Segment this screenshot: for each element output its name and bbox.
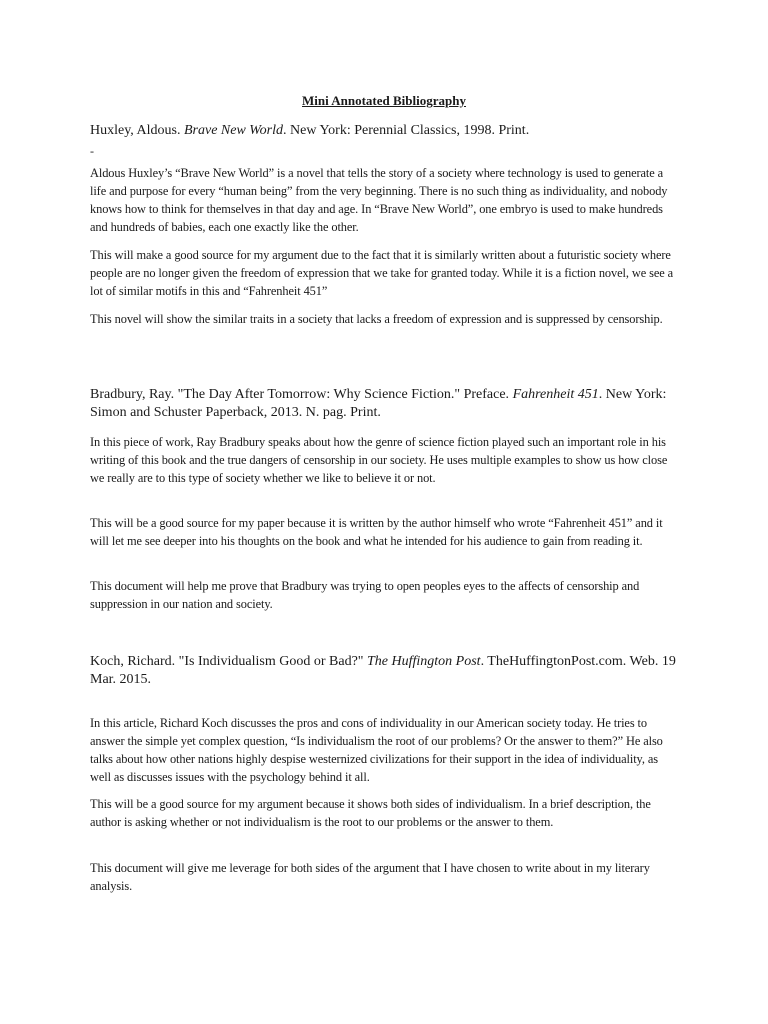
evaluation-paragraph: This will make a good source for my argument due to the fact that it is similarly written about a futuristic society where people are no longer given the freedom of expression that we take for granted today. While it is a fiction novel, we see a lot of similar motifs in this and “Fahrenheit 451” xyxy=(90,248,674,298)
citation-publication: . TheHuffingtonPost.com. Web. 19 Mar. 2015. xyxy=(90,654,676,687)
summary-paragraph: Aldous Huxley’s “Brave New World” is a novel that tells the story of a society where technology is used to generate a life and purpose for every “human being” from the very beginning. There is no such thing as individuality, and nobody knows how to think for themselves in that day and age. In “Brave New World”, one embryo is used to make hundreds and hundreds of babies, each one exactly like the other. xyxy=(90,166,668,234)
citation-bradbury xyxy=(90,386,690,422)
citation-author-title: Koch, Richard. "Is Individualism Good or Bad?" xyxy=(90,654,367,669)
citation-work-title: Fahrenheit 451 xyxy=(512,387,599,402)
summary-paragraph: In this piece of work, Ray Bradbury speaks about how the genre of science fiction played such an important role in his writing of this book and the true dangers of censorship in our society. He uses multiple examples to show us how close we really are to this type of society whether we like to believe it or not. xyxy=(90,435,668,485)
use-paragraph: This novel will show the similar traits in a society that lacks a freedom of expression and is suppressed by censorship. xyxy=(90,312,663,326)
page-title: Mini Annotated Bibliography xyxy=(302,93,466,108)
citation-work-title: Brave New World xyxy=(183,123,284,138)
dash-mark: - xyxy=(90,144,94,158)
citation-publication: . New York: Perennial Classics, 1998. Print. xyxy=(283,123,530,138)
evaluation-paragraph: This will be a good source for my paper because it is written by the author himself who wrote “Fahrenheit 451” and it will let me see deeper into his thoughts on the book and what he intended for his audience to gain from reading it. xyxy=(90,516,663,548)
evaluation-paragraph: This will be a good source for my argument because it shows both sides of individualism. In a brief description, the author is asking whether or not individualism is the root to our problems or the answer to them. xyxy=(90,797,651,829)
citation-author-title: Bradbury, Ray. "The Day After Tomorrow: Why Science Fiction." Preface. xyxy=(90,387,513,402)
citation-author-title: Huxley, Aldous. xyxy=(90,123,184,138)
citation-huxley xyxy=(90,122,690,140)
summary-paragraph: In this article, Richard Koch discusses the pros and cons of individuality in our American society today. He tries to answer the simple yet complex question, “Is individualism the root of our problems? Or the answer to them?” He also talks about how other nations highly despise westernized civilizations for their support in the idea of individuality, as well as discusses issues with the psychology behind it all. xyxy=(90,716,663,784)
use-paragraph: This document will give me leverage for both sides of the argument that I have chosen to write about in my literary analysis. xyxy=(90,861,650,893)
citation-publication: . New York: Simon and Schuster Paperback, 2013. N. pag. Print. xyxy=(90,387,667,420)
citation-work-title: The Huffington Post xyxy=(367,654,481,669)
citation-koch xyxy=(90,653,690,689)
use-paragraph: This document will help me prove that Bradbury was trying to open peoples eyes to the affects of censorship and suppression in our nation and society. xyxy=(90,579,640,611)
